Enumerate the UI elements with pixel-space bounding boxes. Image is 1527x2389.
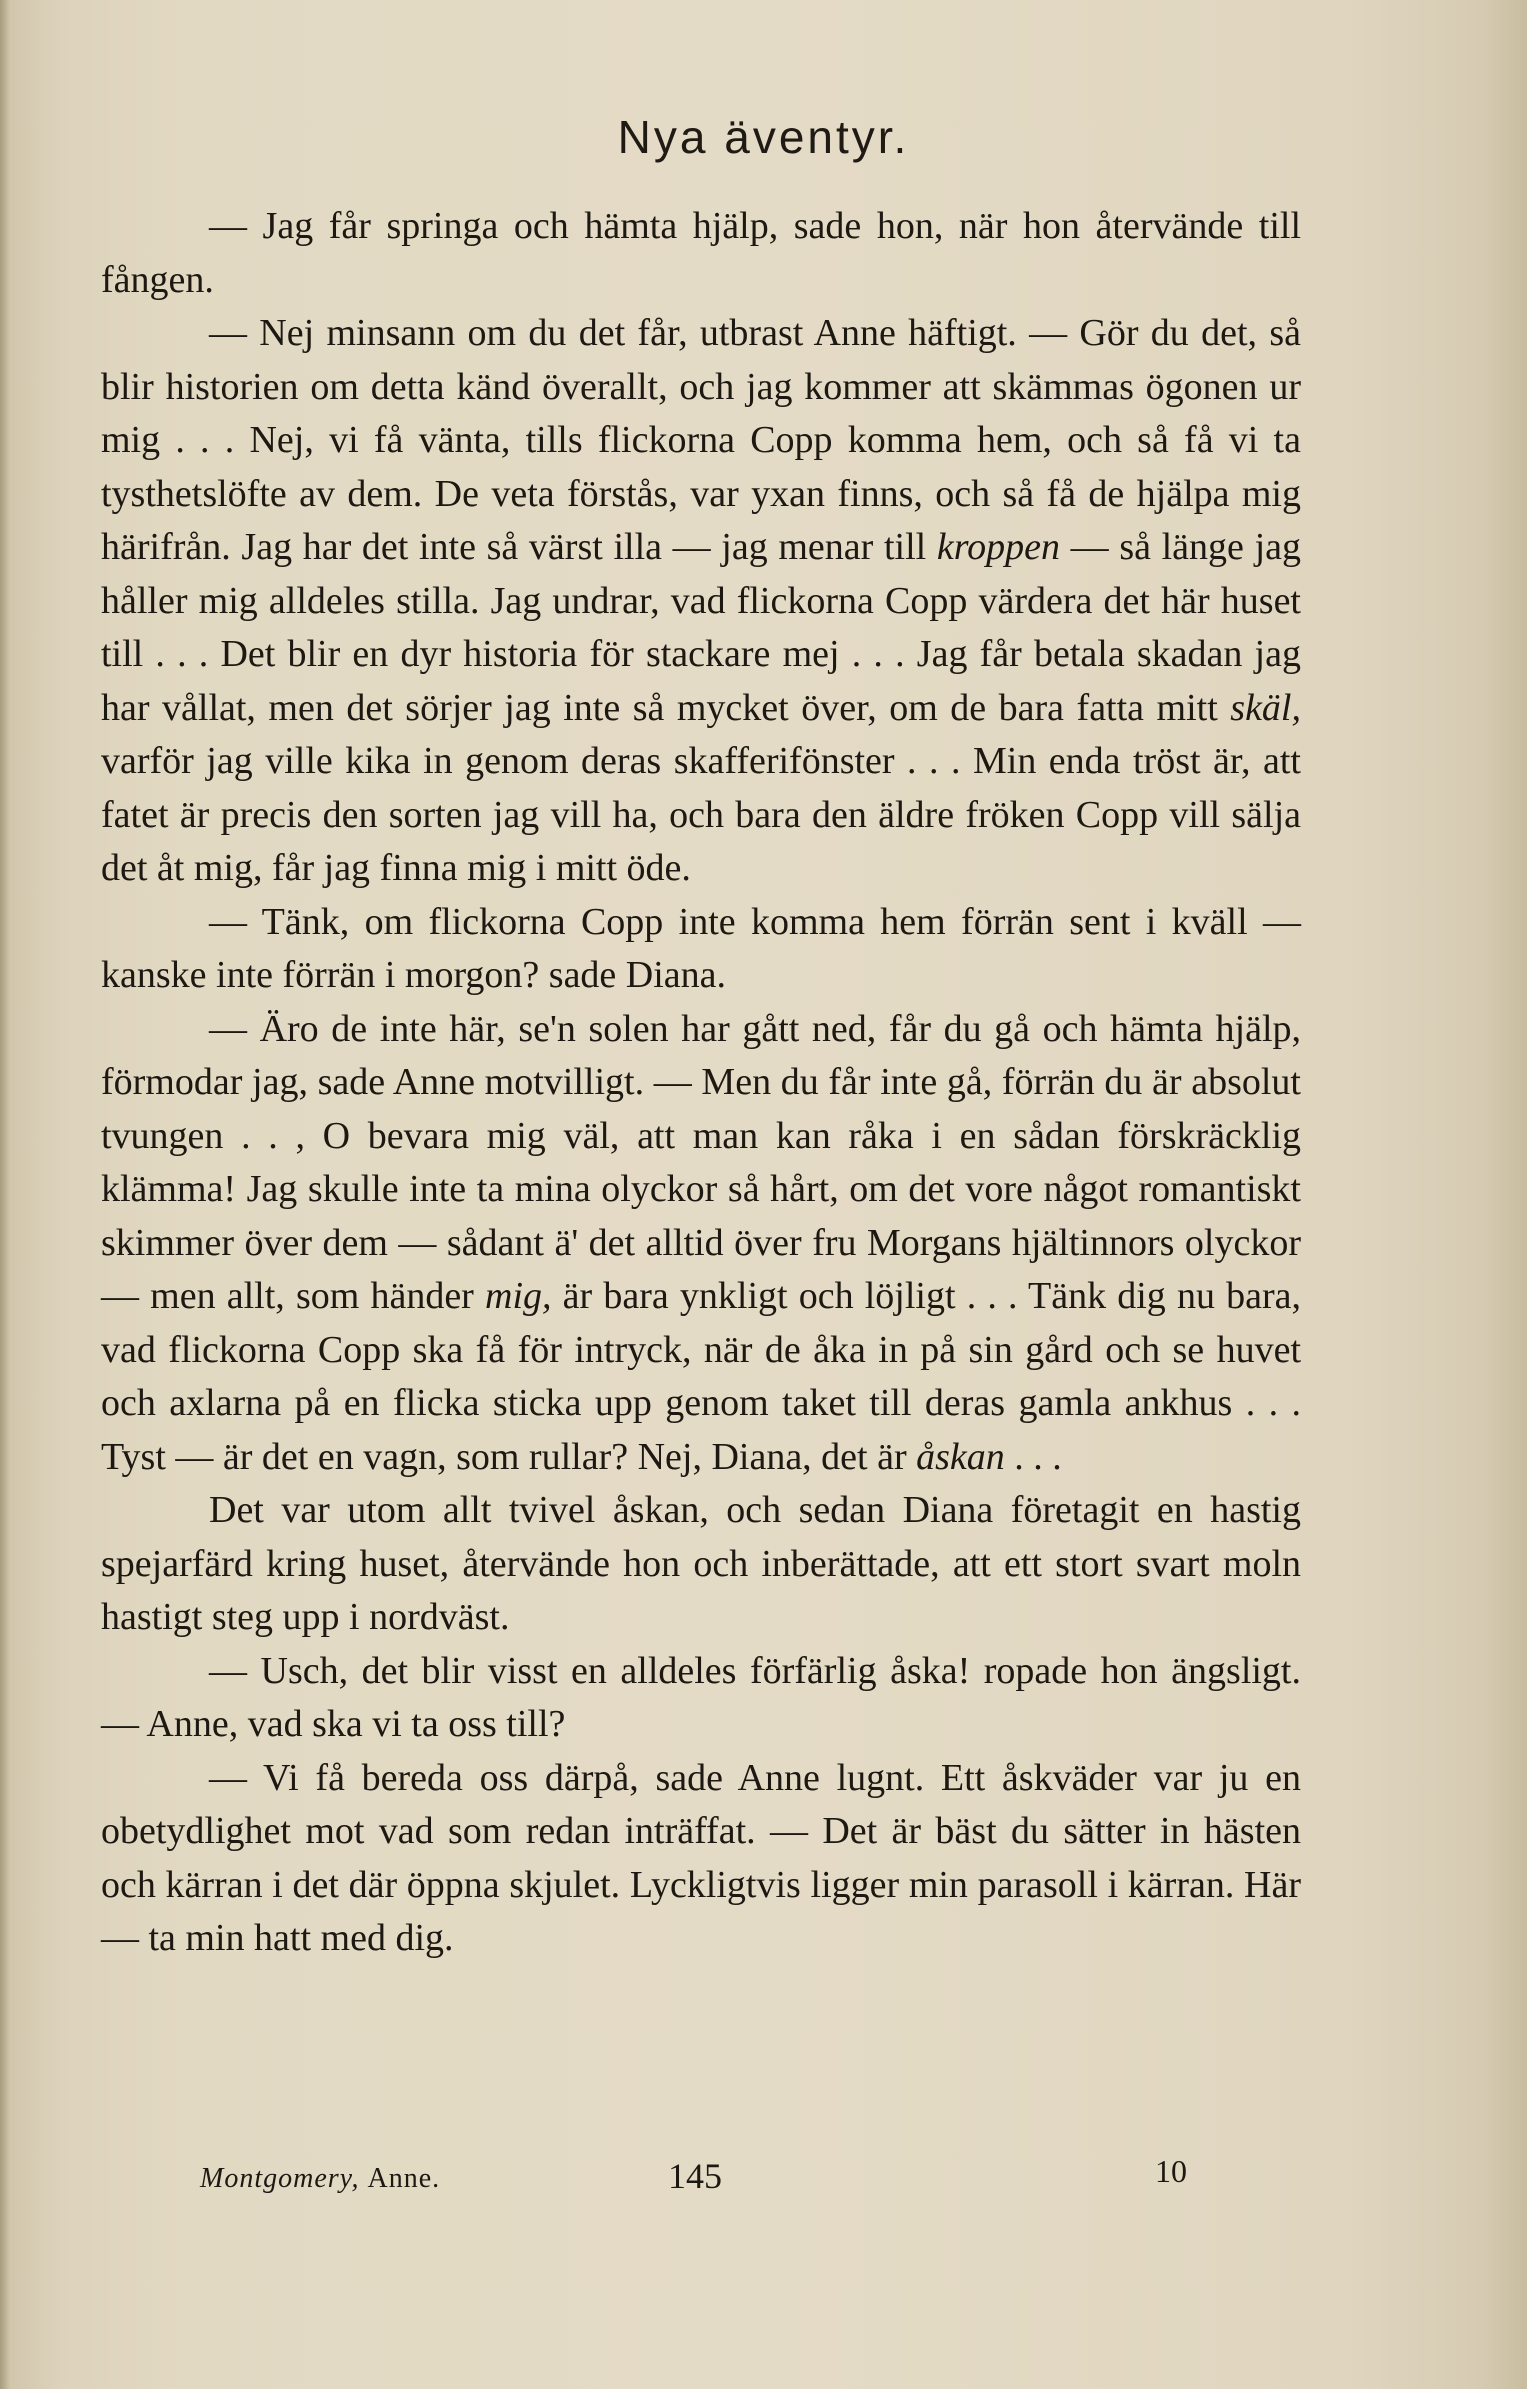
paragraph-text: . . . (1004, 1435, 1062, 1478)
paragraph (101, 1752, 1301, 1966)
paragraph-text: — Usch, det blir visst en alldeles förfärlig åska! ropade hon ängsligt. — Anne, vad ska vi ta oss till? (101, 1649, 1301, 1745)
paragraph-text: — Vi få bereda oss därpå, sade Anne lugnt. Ett åskväder var ju en obetydlighet mot vad som redan inträffat. — Det är bäst du sätter in hästen och kärran i det där öppna skjulet. Lyckligtvis ligger min parasoll i kärran. Här — ta min hatt med dig. (101, 1756, 1301, 1959)
paragraph (101, 307, 1301, 896)
paragraph-text: — Nej minsann om du det får, utbrast Anne häftigt. — Gör du det, så blir historien om detta känd överallt, och jag kommer att skämmas ögonen ur mig . . . Nej, vi få vänta, tills flickorna Copp komma hem, och så få vi ta tysthetslöfte av dem. De veta förstås, var yxan finns, och så få de hjälpa mig härifrån. Jag har det inte så värst illa — jag menar till (101, 312, 1301, 568)
emphasis-text: skäl, (1230, 686, 1301, 729)
page-number: 145 (668, 2156, 722, 2196)
paragraph (101, 896, 1301, 1003)
paragraph-text: — Jag får springa och hämta hjälp, sade hon, när hon återvände till fången. (101, 205, 1301, 301)
paragraph-text: — Tänk, om flickorna Copp inte komma hem förrän sent i kväll — kanske inte förrän i morgon? sade Diana. (101, 900, 1301, 996)
paragraph (101, 1645, 1301, 1752)
running-head: Nya äventyr. (617, 111, 910, 163)
emphasis-text: mig, (485, 1275, 552, 1317)
signature-author: Montgomery, (200, 2163, 360, 2194)
emphasis-text: kroppen (936, 526, 1060, 568)
paragraph-text: varför jag ville kika in genom deras skafferifönster . . . Min enda tröst är, att fatet är precis den sorten jag vill ha, och bara den äldre fröken Copp vill sälja det åt mig, får jag finna mig i mitt öde. (101, 740, 1301, 889)
paragraph-text: — Äro de inte här, se'n solen har gått ned, får du gå och hämta hjälp, förmodar jag, sade Anne motvilligt. — Men du får inte gå, förrän du är absolut tvungen . . , O bevara mig väl, att man kan råka i en sådan förskräcklig klämma! Jag skulle inte ta mina olyckor så hårt, om det vore något romantiskt skimmer över dem — sådant ä' det alltid över fru Morgans hjältinnors olyckor — men allt, som händer (101, 1007, 1301, 1317)
paragraph-text: — så länge jag håller mig alldeles stilla. Jag undrar, vad flickorna Copp värdera det här huset till . . . Det blir en dyr historia för stackare mej . . . Jag får betala skadan jag har vållat, men det sörjer jag inte så mycket över, om de bara fatta mitt (101, 526, 1301, 729)
sheet-number: 10 (1155, 2153, 1187, 2189)
page-footer (0, 2155, 1527, 2205)
signature-firstname: Anne. (367, 2163, 441, 2194)
body-text (101, 200, 1301, 1966)
paragraph (101, 200, 1301, 307)
paragraph-text: Det var utom allt tvivel åskan, och sedan Diana företagit en hastig spejarfärd kring huset, återvände hon och inberättade, att ett stort svart moln hastigt steg upp i nordväst. (101, 1489, 1301, 1638)
printer-signature (200, 2163, 440, 2195)
paragraph-text: är bara ynkligt och löjligt . . . Tänk dig nu bara, vad flickorna Copp ska få för intryck, när de åka in på sin gård och se huvet och axlarna på en flicka sticka upp genom taket till deras gamla ankhus . . . Tyst — är det en vagn, som rullar? Nej, Diana, det är (101, 1275, 1301, 1478)
emphasis-text: åskan (916, 1435, 1005, 1478)
paragraph (101, 1003, 1301, 1485)
paragraph (101, 1484, 1301, 1645)
